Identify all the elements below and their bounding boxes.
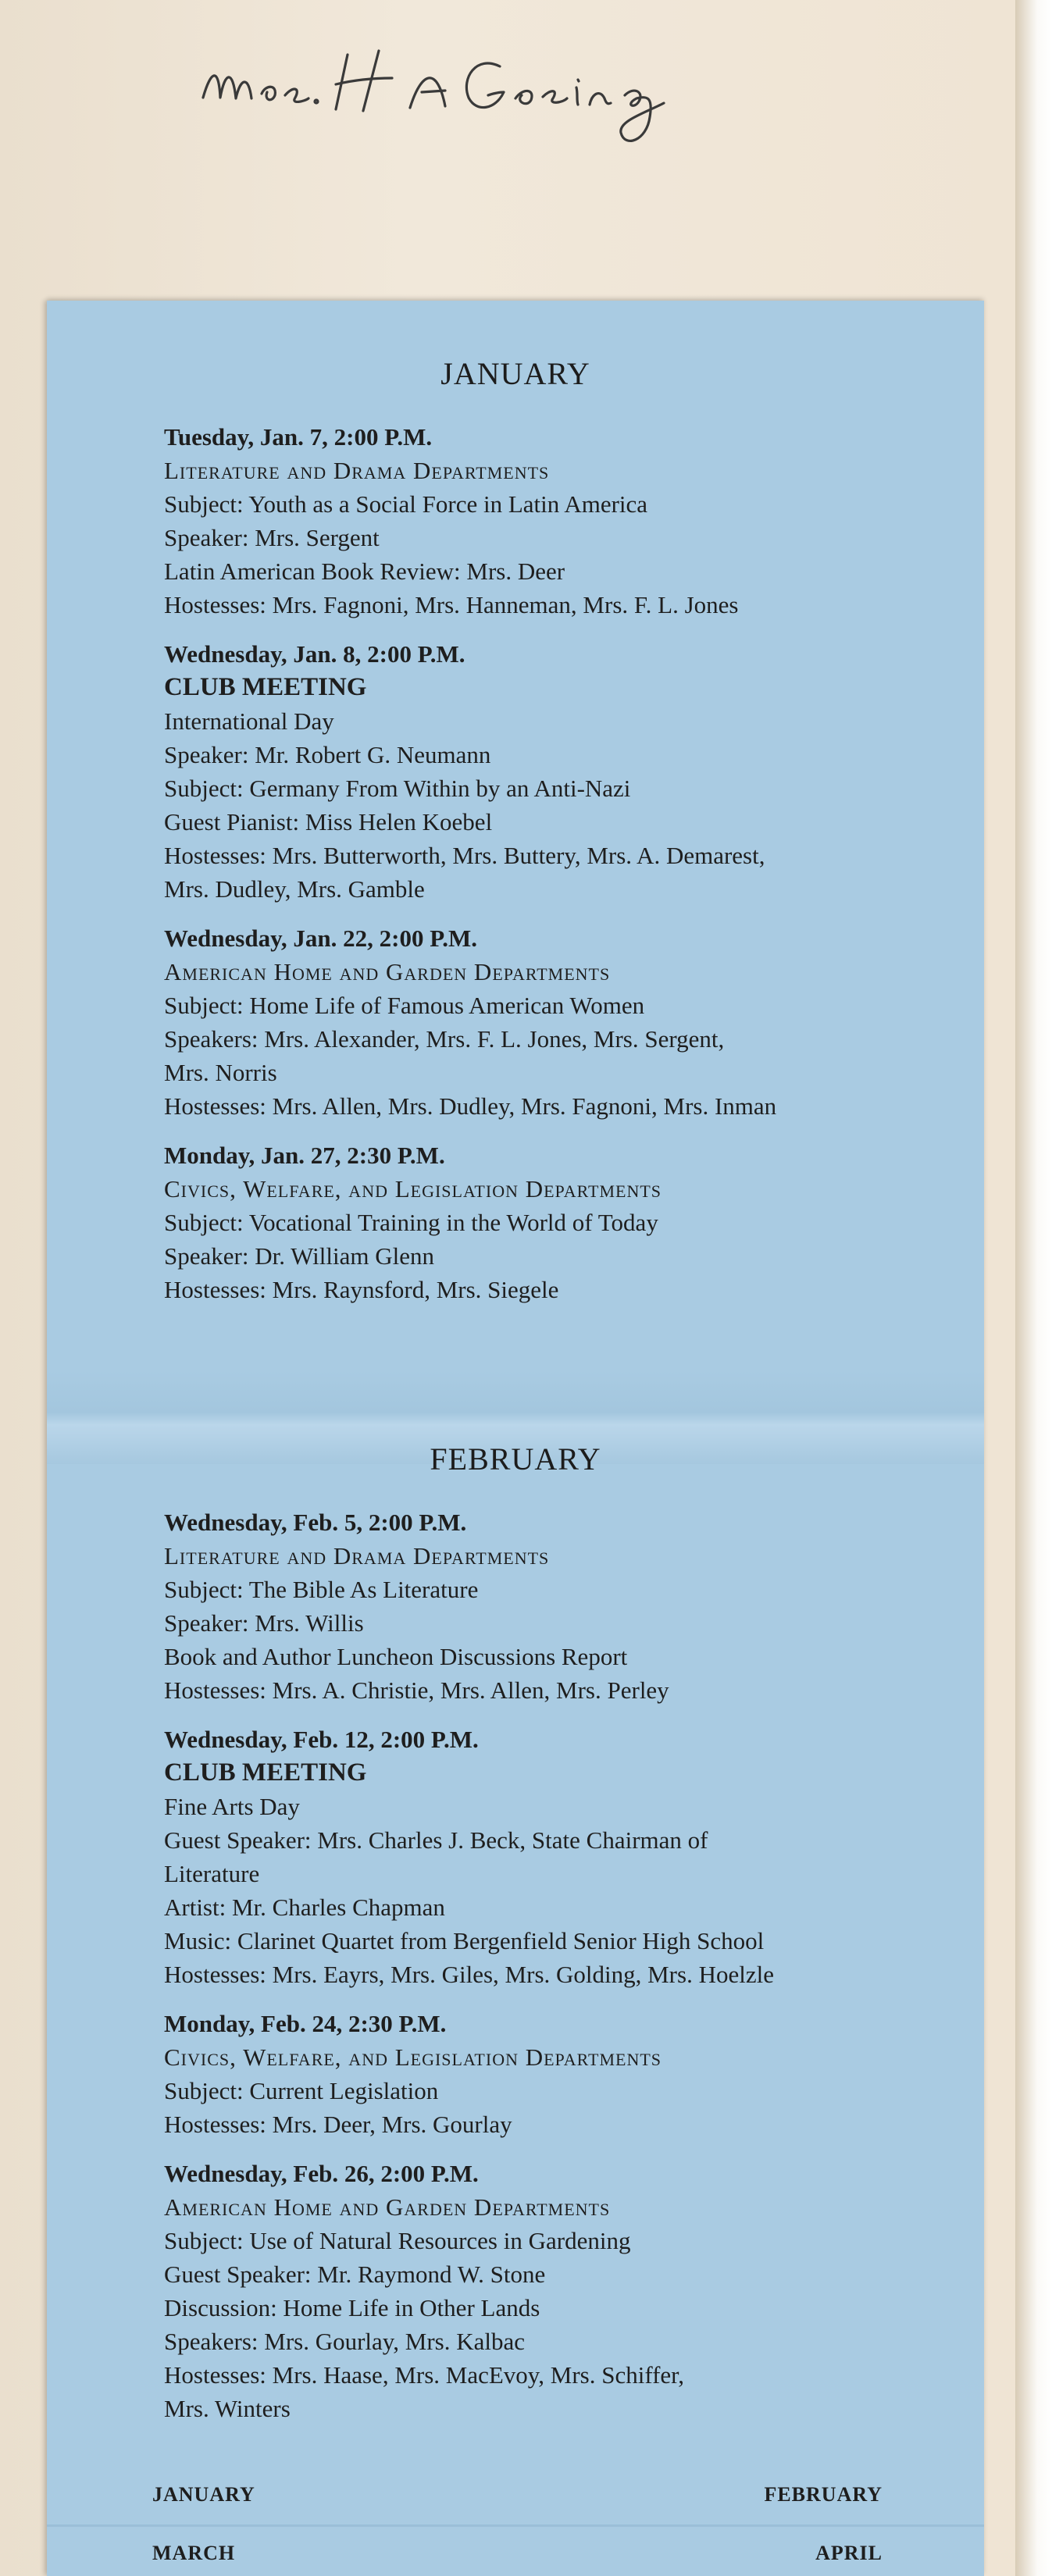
footer-tab-march: MARCH: [152, 2542, 236, 2564]
event-date: Wednesday, Feb. 26, 2:00 P.M.: [164, 2160, 479, 2187]
event-entry: [164, 637, 890, 906]
handwritten-signature: [187, 23, 687, 156]
month-title-february: FEBRUARY: [430, 1441, 601, 1477]
event-detail-line: Hostesses: Mrs. A. Christie, Mrs. Allen, Mrs. Perley: [164, 1676, 669, 1704]
february-events: [47, 1505, 984, 2425]
event-detail-line: Hostesses: Mrs. Fagnoni, Mrs. Hanneman, Mrs. F. L. Jones: [164, 591, 739, 618]
event-detail-line: Speaker: Mrs. Willis: [164, 1609, 364, 1637]
event-detail-line: Artist: Mr. Charles Chapman: [164, 1894, 445, 1921]
footer-tabs-row-1: [152, 2483, 883, 2507]
january-events: [47, 420, 984, 1306]
event-detail-line: Hostesses: Mrs. Eayrs, Mrs. Giles, Mrs. Golding, Mrs. Hoelzle: [164, 1961, 774, 1988]
event-date: Monday, Feb. 24, 2:30 P.M.: [164, 2010, 447, 2037]
event-detail-line: Hostesses: Mrs. Haase, Mrs. MacEvoy, Mrs. Schiffer,: [164, 2361, 685, 2389]
event-detail-line: Speaker: Mr. Robert G. Neumann: [164, 741, 491, 768]
event-entry: [164, 1723, 890, 1991]
event-entry: [164, 921, 890, 1123]
event-detail-line: Book and Author Luncheon Discussions Report: [164, 1643, 628, 1670]
event-detail-line: Subject: Use of Natural Resources in Gardening: [164, 2227, 631, 2254]
february-panel: [47, 1441, 984, 2441]
event-detail-line: Fine Arts Day: [164, 1793, 300, 1820]
event-entry: [164, 2007, 890, 2141]
event-detail-line: Latin American Book Review: Mrs. Deer: [164, 558, 565, 585]
event-detail-line: Speaker: Mrs. Sergent: [164, 524, 380, 551]
event-detail-line: Hostesses: Mrs. Deer, Mrs. Gourlay: [164, 2111, 512, 2138]
footer-tabs-row-2: [152, 2542, 883, 2565]
event-detail-line: Hostesses: Mrs. Raynsford, Mrs. Siegele: [164, 1276, 559, 1303]
event-detail-line: Guest Pianist: Miss Helen Koebel: [164, 808, 493, 836]
event-detail-line: Music: Clarinet Quartet from Bergenfield Senior High School: [164, 1927, 765, 1954]
event-department: American Home and Garden Departments: [164, 2193, 611, 2221]
event-date: Wednesday, Jan. 8, 2:00 P.M.: [164, 640, 465, 668]
event-detail-line: Literature: [164, 1860, 260, 1887]
event-date: Wednesday, Feb. 12, 2:00 P.M.: [164, 1726, 479, 1753]
footer-tab-january: JANUARY: [152, 2483, 255, 2506]
event-date: Wednesday, Jan. 22, 2:00 P.M.: [164, 925, 478, 952]
event-detail-line: Hostesses: Mrs. Allen, Mrs. Dudley, Mrs. Fagnoni, Mrs. Inman: [164, 1092, 777, 1120]
footer-tab-february: FEBRUARY: [764, 2483, 883, 2506]
event-date: Wednesday, Feb. 5, 2:00 P.M.: [164, 1509, 467, 1536]
event-detail-line: Mrs. Dudley, Mrs. Gamble: [164, 875, 425, 903]
event-detail-line: Subject: Germany From Within by an Anti-Nazi: [164, 775, 631, 802]
event-entry: [164, 2157, 890, 2425]
january-panel: [47, 355, 984, 1322]
event-entry: [164, 1505, 890, 1707]
event-detail-line: Mrs. Winters: [164, 2395, 291, 2422]
event-detail-line: Speaker: Dr. William Glenn: [164, 1242, 434, 1270]
event-detail-line: Subject: Youth as a Social Force in Latin America: [164, 490, 648, 518]
event-club-meeting: CLUB MEETING: [164, 673, 367, 701]
event-detail-line: Hostesses: Mrs. Butterworth, Mrs. Buttery, Mrs. A. Demarest,: [164, 842, 765, 869]
event-detail-line: Subject: The Bible As Literature: [164, 1576, 479, 1603]
event-department: Literature and Drama Departments: [164, 1542, 550, 1569]
event-department: Civics, Welfare, and Legislation Departments: [164, 1175, 662, 1202]
footer-divider: [47, 2524, 984, 2527]
event-detail-line: Guest Speaker: Mrs. Charles J. Beck, State Chairman of: [164, 1826, 708, 1854]
event-detail-line: Subject: Home Life of Famous American Women: [164, 992, 645, 1019]
event-detail-line: Subject: Vocational Training in the World of Today: [164, 1209, 658, 1236]
event-detail-line: Guest Speaker: Mr. Raymond W. Stone: [164, 2261, 546, 2288]
event-date: Tuesday, Jan. 7, 2:00 P.M.: [164, 423, 433, 451]
event-department: Literature and Drama Departments: [164, 457, 550, 484]
event-date: Monday, Jan. 27, 2:30 P.M.: [164, 1142, 445, 1169]
event-department: Civics, Welfare, and Legislation Departments: [164, 2043, 662, 2071]
event-detail-line: International Day: [164, 707, 334, 735]
month-title-january: JANUARY: [440, 356, 590, 391]
event-detail-line: Speakers: Mrs. Gourlay, Mrs. Kalbac: [164, 2328, 526, 2355]
page-edge: [1015, 0, 1052, 2576]
event-detail-line: Mrs. Norris: [164, 1059, 277, 1086]
event-detail-line: Discussion: Home Life in Other Lands: [164, 2294, 540, 2321]
event-department: American Home and Garden Departments: [164, 958, 611, 985]
event-detail-line: Subject: Current Legislation: [164, 2077, 439, 2104]
event-club-meeting: CLUB MEETING: [164, 1758, 367, 1787]
event-detail-line: Speakers: Mrs. Alexander, Mrs. F. L. Jones, Mrs. Sergent,: [164, 1025, 725, 1053]
footer-tab-april: APRIL: [815, 2542, 883, 2564]
event-entry: [164, 420, 890, 622]
event-entry: [164, 1138, 890, 1306]
program-card: [47, 301, 984, 2576]
